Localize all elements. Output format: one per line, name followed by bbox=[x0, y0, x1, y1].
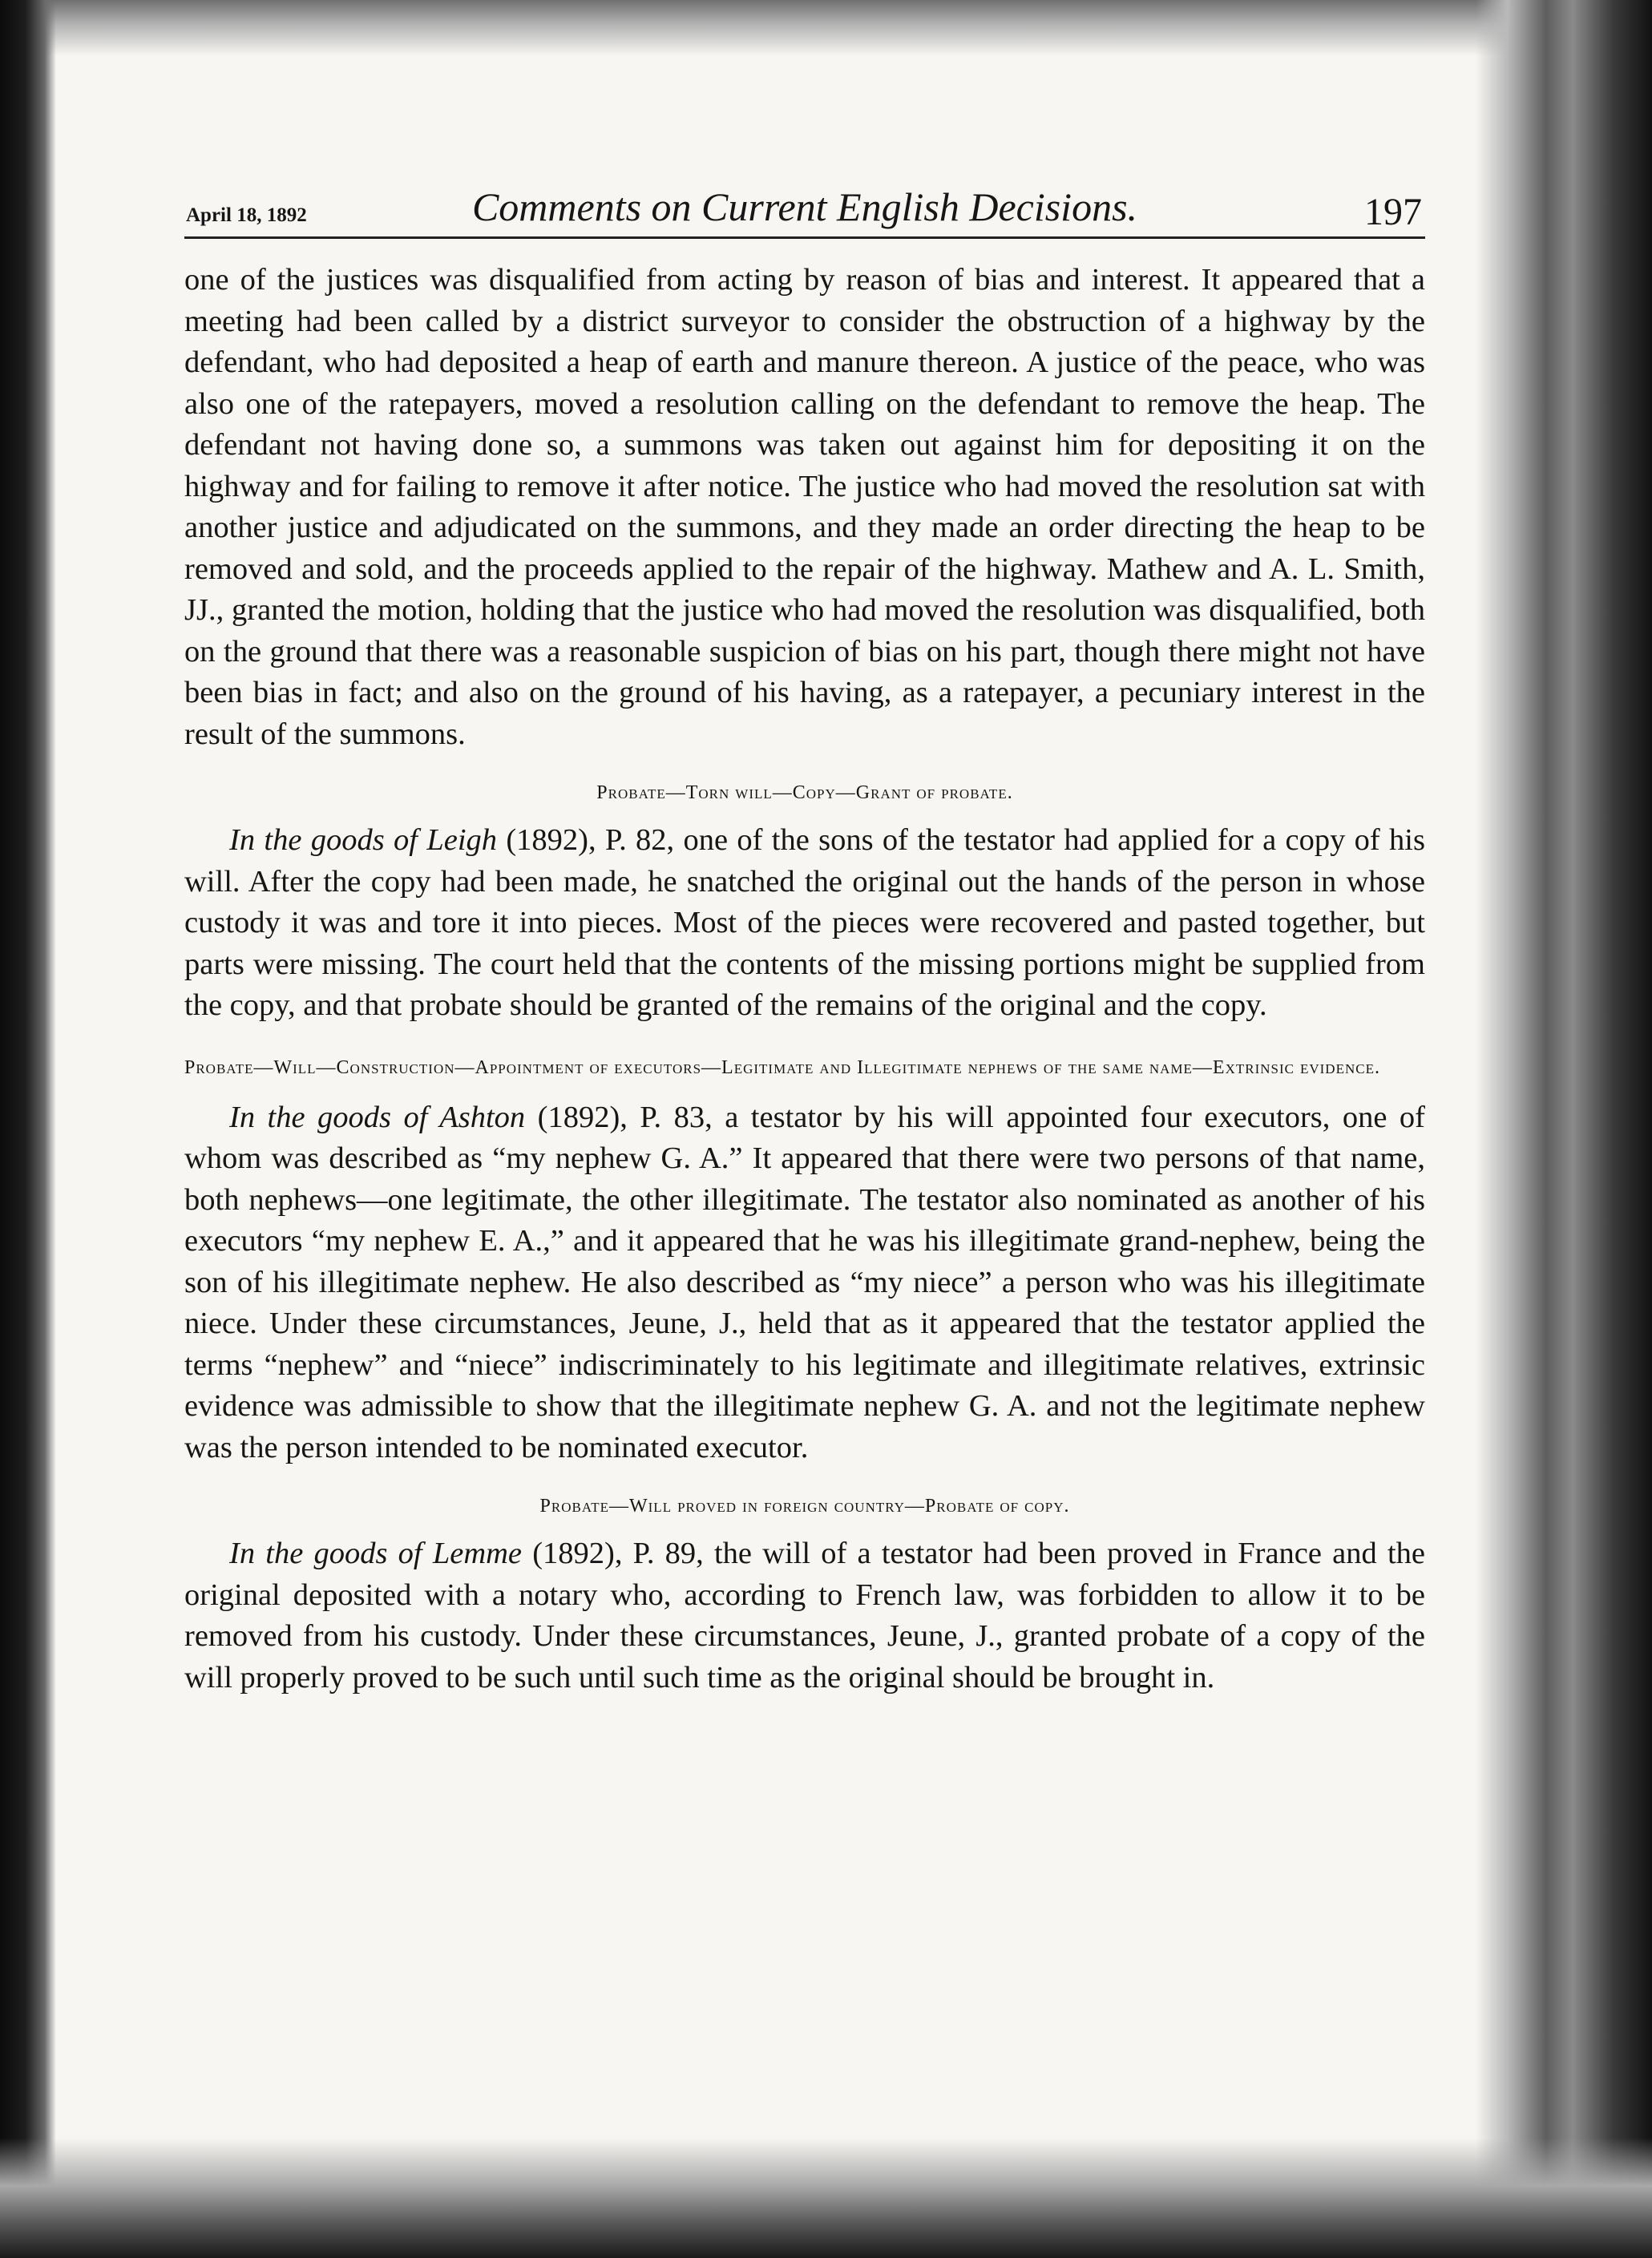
journal-section-title: Comments on Current English Decisions. bbox=[471, 184, 1138, 229]
scan-top-edge bbox=[0, 0, 1652, 56]
case-name: In the goods of Ashton bbox=[229, 1100, 526, 1134]
binding-shadow-left bbox=[0, 0, 56, 2258]
case-paragraph-lemme bbox=[184, 1533, 1425, 1699]
page-number: 197 bbox=[1364, 191, 1422, 233]
issue-date: April 18, 1892 bbox=[186, 204, 307, 226]
case-name: In the goods of Lemme bbox=[229, 1537, 523, 1570]
paragraph-text: (1892), P. 89, the will of a testator had been proved in France and the original deposited with a notary who, according to French law, was forbidden to allow it to be removed from his custody. Under these circumstances, Jeune, J., granted probate of a copy of the will properly proved to be such until such time as the original should be brought in. bbox=[184, 1537, 1425, 1695]
case-name: In the goods of Leigh bbox=[229, 823, 498, 857]
journal-page bbox=[184, 180, 1425, 1699]
case-paragraph-leigh bbox=[184, 820, 1425, 1027]
paragraph-text: (1892), P. 83, a testator by his will appointed four executors, one of whom was described as “my nephew G. A.” It appeared that there were two persons of that name, both nephews—one legitimate, the other illegitimate. The testator also nominated as another of his executors “my nephew E. A.,” and it appeared that he was his illegitimate grand-nephew, being the son of his illegitimate nephew. He also described as “my niece” a person who was his illegitimate niece. Under these circumstances, Jeune, J., held that as it appeared that the testator applied the terms “nephew” and “niece” indiscriminately to his legitimate and illegitimate relatives, extrinsic evidence was admissible to show that the illegitimate nephew G. A. and not the legitimate nephew was the person intended to be nominated executor. bbox=[184, 1100, 1425, 1464]
scan-right-edge bbox=[1476, 0, 1652, 2258]
section-heading-torn-will: Probate—Torn will—Copy—Grant of probate. bbox=[596, 782, 1013, 803]
section-heading-construction: Probate—Will—Construction—Appointment of executors—Legitimate and Illegitimate nephews of the same name—Extrinsic evidence. bbox=[184, 1056, 1380, 1078]
paragraph-text: (1892), P. 82, one of the sons of the testator had applied for a copy of his will. After the copy had been made, he snatched the original out the hands of the person in whose custody it was and tore it into pieces. Most of the pieces were recovered and pasted together, but parts were missing. The court held that the contents of the missing portions might be supplied from the copy, and that probate should be granted of the remains of the original and the copy. bbox=[184, 823, 1425, 1022]
section-heading-foreign-will: Probate—Will proved in foreign country—Probate of copy. bbox=[539, 1496, 1070, 1517]
continued-paragraph bbox=[184, 260, 1425, 755]
paragraph-text: one of the justices was disqualified from acting by reason of bias and interest. It appeared that a meeting had been called by a district surveyor to consider the obstruction of a highway by the defendant, who had deposited a heap of earth and manure thereon. A justice of the peace, who was also one of the ratepayers, moved a resolution calling on the defendant to remove the heap. The defendant not having done so, a summons was taken out against him for depositing it on the highway and for failing to remove it after notice. The justice who had moved the resolution sat with another justice and adjudicated on the summons, and they made an order directing the heap to be removed and sold, and the proceeds applied to the repair of the highway. Mathew and A. L. Smith, JJ., granted the motion, holding that the justice who had moved the resolution was disqualified, both on the ground that there was a reasonable suspicion of bias on his part, though there might not have been bias in fact; and also on the ground of his having, as a ratepayer, a pecuniary interest in the result of the summons. bbox=[184, 263, 1425, 751]
scan-bottom-edge bbox=[0, 2138, 1652, 2258]
case-paragraph-ashton bbox=[184, 1097, 1425, 1469]
running-head bbox=[184, 180, 1425, 239]
